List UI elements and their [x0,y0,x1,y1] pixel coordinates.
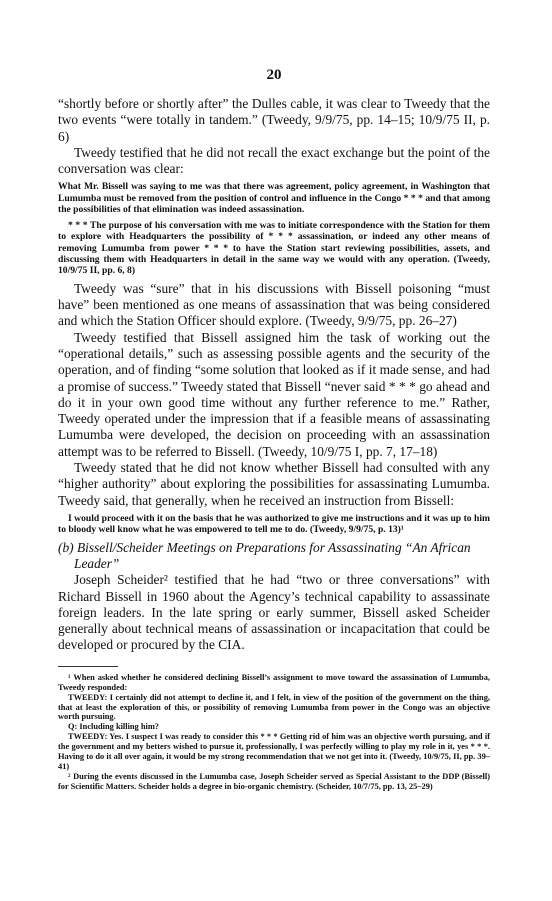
body-paragraph: Tweedy was “sure” that in his discussions with Bissell poisoning “must have” been mentioned as one means of assassination that was being considered and which the Station Officer should explore. (Tweedy, 9/9/75, pp. 26–27) [58,280,490,329]
page-number: 20 [266,67,282,83]
block-quote: I would proceed with it on the basis that he was authorized to give me instructions and it was up to him to bloody well know what he was empowered to tell me to do. (Tweedy, 9/9/75, p. 13)¹ [58,512,490,536]
body-paragraph: Tweedy testified that Bissell assigned him the task of working out the “operational details,” such as assessing possible agents and the security of the operation, and of finding “some solution that looked as if it made sense, and had a promise of success.” Tweedy stated that Bissell “never said * * * go ahead and do it in your own good time without any further reference to me.” Rather, Tweedy operated under the impression that if a feasible means of assassinating Lumumba were developed, the decision on proceeding with an assassination attempt was to be referred to Bissell. (Tweedy, 10/9/75 I, pp. 7, 17–18) [58,329,490,459]
footnote: TWEEDY: Yes. I suspect I was ready to consider this * * * Getting rid of him was an objective worth pursuing, and if the government and my betters wished to pursue it, professionally, I was perfectly willing to play my role in it, yes * * *. Having to do it all over again, it would be my strong recommendation that we not get into it. (Tweedy, 10/9/75, II, pp. 39–41) [58,732,490,771]
block-quote: What Mr. Bissell was saying to me was that there was agreement, policy agreement, in Washington that Lumumba must be removed from the position of control and influence in the Congo * * * and that among the possibilities of that elimination was indeed assassination. [58,181,490,216]
body-paragraph: Joseph Scheider² testified that he had “two or three conversations” with Richard Bissell in 1960 about the Agency’s technical capability to assassinate foreign leaders. In the late spring or early summer, Bissell asked Scheider generally about technical means of assassination or incapacitation that could be developed or procured by the CIA. [58,572,490,653]
body-paragraph: Tweedy stated that he did not know whether Bissell had consulted with any “higher authority” about exploring the possibilities for assassinating Lumumba. Tweedy said, that generally, when he received an instruction from Bissell: [58,460,490,508]
footnote-divider [58,666,118,667]
footnote: TWEEDY: I certainly did not attempt to decline it, and I felt, in view of the position of the government on the thing, that at least the exploration of this, or possibility of removing Lumumba from power in the Congo was an objective worth pursuing. [58,692,490,722]
block-quote: * * * The purpose of his conversation with me was to initiate correspondence with the Station for them to explore with Headquarters the possibility of * * * assassination, or indeed any other means of removing Lumumba from power * * * to have the Station start reviewing possibilities, assets, and discussing them with Headquarters in detail in the same way we would with any operation. (Tweedy, 10/9/75 II, pp. 6, 8) [58,219,490,277]
footnote: Q: Including killing him? [68,722,159,732]
footnote: ² During the events discussed in the Lumumba case, Joseph Scheider served as Special Assistant to the DDP (Bissell) for Scientific Matters. Scheider holds a degree in bio-organic chemistry. (Scheider, 10/7/75, pp. 13, 25–29) [58,771,490,791]
footnote: ¹ When asked whether he considered declining Bissell’s assignment to move toward the assassination of Lumumba, Tweedy responded: [58,672,490,692]
document-page [58,66,490,792]
section-heading: (b) Bissell/Scheider Meetings on Preparations for Assassinating “An African Leader” [58,539,471,571]
body-paragraph: “shortly before or shortly after” the Dulles cable, it was clear to Tweedy that the two events “were totally in tandem.” (Tweedy, 9/9/75, pp. 14–15; 10/9/75 II, p. 6) [58,96,490,144]
body-paragraph: Tweedy testified that he did not recall the exact exchange but the point of the conversation was clear: [58,144,490,177]
